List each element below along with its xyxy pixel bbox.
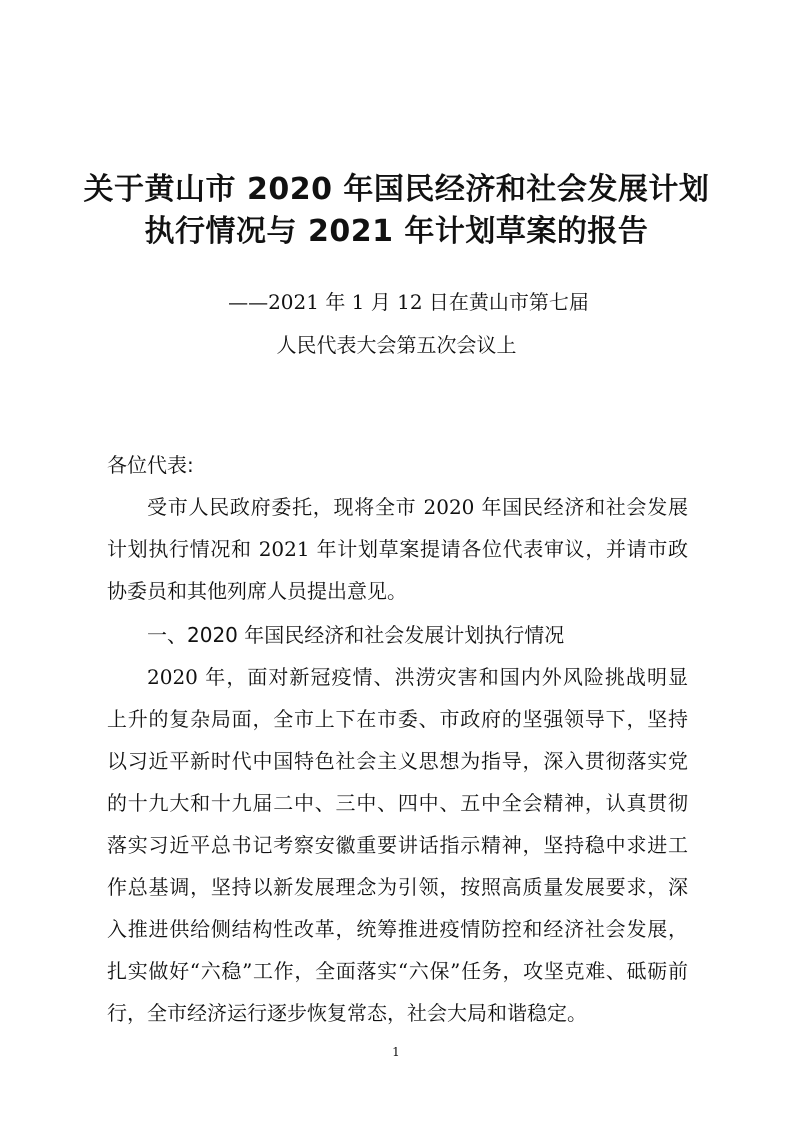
paragraph-2-line: 的十九大和十九届二中、三中、四中、五中全会精神，认真贯彻 [107, 791, 688, 815]
paragraph-2-line: 以习近平新时代中国特色社会主义思想为指导，深入贯彻落实党 [107, 749, 688, 773]
subtitle-line-1: ——2021 年 1 月 12 日在黄山市第七届 [228, 290, 589, 314]
report-title-line-2: 执行情况与 2021 年计划草案的报告 [144, 214, 649, 249]
paragraph-2-line: 上升的复杂局面，全市上下在市委、市政府的坚强领导下，坚持 [107, 707, 688, 731]
paragraph-2-line: 扎实做好“六稳”工作，全面落实“六保”任务，攻坚克难、砥砺前 [107, 959, 688, 983]
paragraph-2-line: 行，全市经济运行逐步恢复常态，社会大局和谐稳定。 [107, 1001, 587, 1025]
paragraph-2-line: 入推进供给侧结构性改革，统筹推进疫情防控和经济社会发展， [107, 917, 688, 941]
subtitle-line-2: 人民代表大会第五次会议上 [276, 333, 517, 357]
paragraph-2-line: 落实习近平总书记考察安徽重要讲话指示精神，坚持稳中求进工 [107, 833, 688, 857]
salutation: 各位代表: [107, 453, 194, 477]
paragraph-1-line: 受市人民政府委托，现将全市 2020 年国民经济和社会发展 [147, 495, 688, 519]
paragraph-1-line: 协委员和其他列席人员提出意见。 [107, 579, 407, 603]
section-heading-1: 一、2020 年国民经济和社会发展计划执行情况 [147, 623, 565, 647]
report-title-line-1: 关于黄山市 2020 年国民经济和社会发展计划 [83, 172, 710, 207]
page-number: 1 [392, 1045, 400, 1059]
paragraph-2-line: 作总基调，坚持以新发展理念为引领，按照高质量发展要求，深 [107, 875, 688, 899]
paragraph-2-line: 2020 年，面对新冠疫情、洪涝灾害和国内外风险挑战明显 [147, 665, 688, 689]
paragraph-1-line: 计划执行情况和 2021 年计划草案提请各位代表审议，并请市政 [107, 537, 688, 561]
